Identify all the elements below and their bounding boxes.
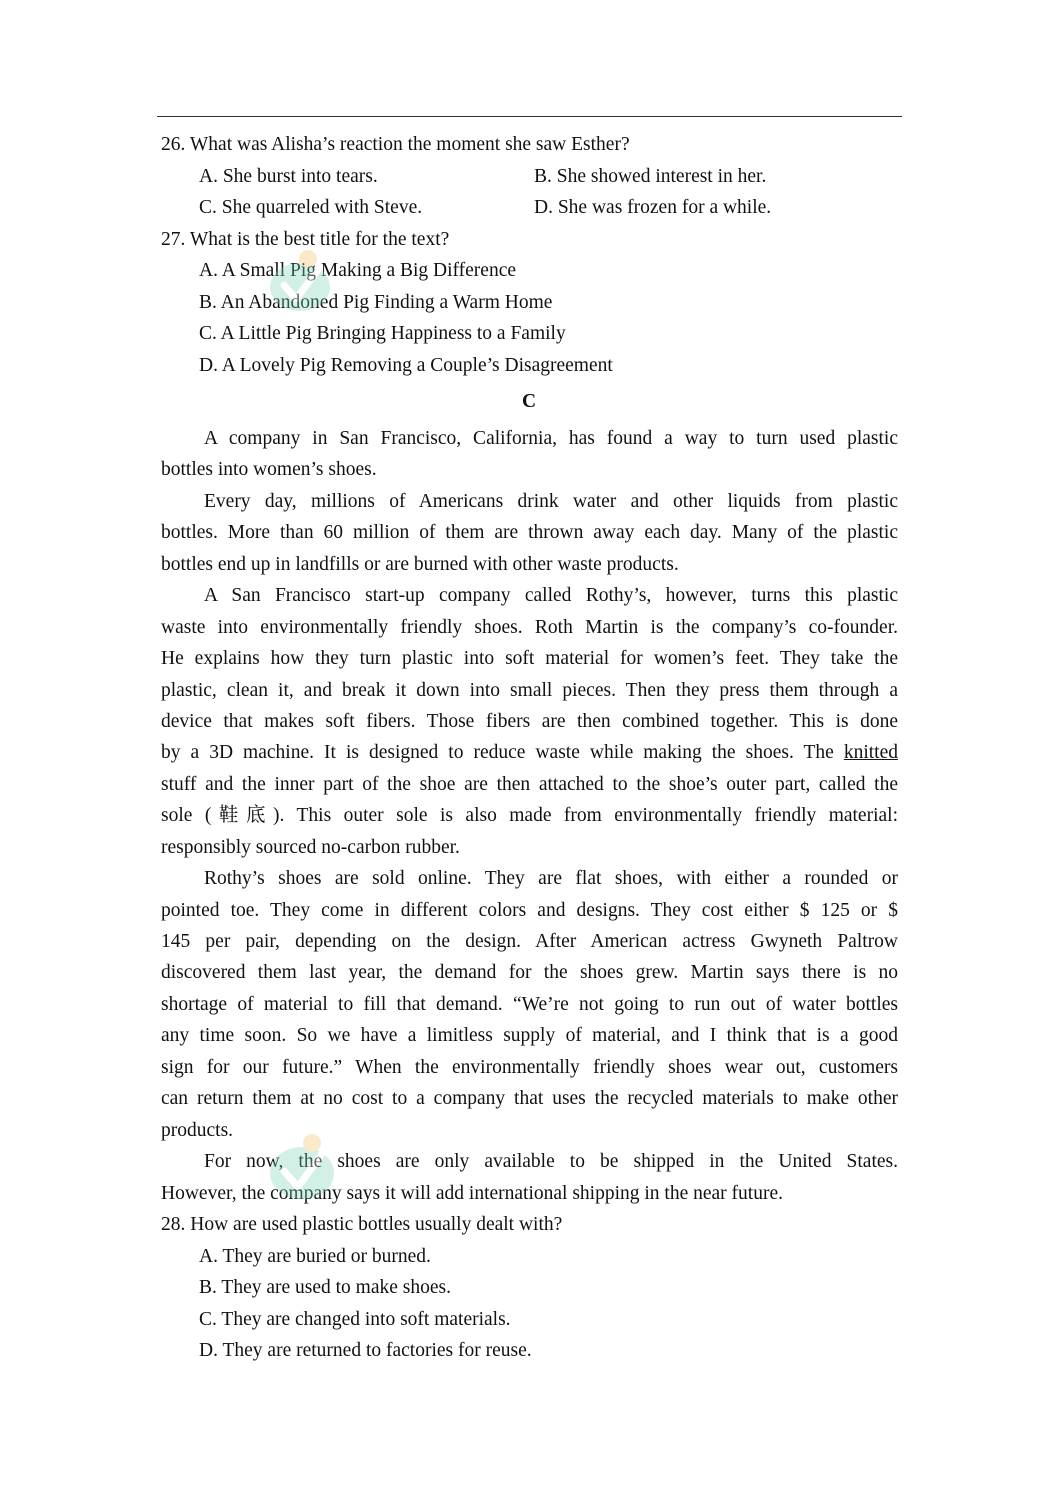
passage-line: device that makes soft fibers. Those fibers are then combined together. This is done bbox=[161, 711, 898, 732]
passage-line: bottles into women’s shoes. bbox=[161, 459, 377, 480]
passage-line: any time soon. So we have a limitless supply of material, and I think that is a good bbox=[161, 1025, 898, 1046]
q27-option-b: B. An Abandoned Pig Finding a Warm Home bbox=[199, 292, 553, 313]
header-rule bbox=[157, 116, 902, 117]
q26-option-a: A. She burst into tears. bbox=[199, 166, 378, 187]
question-28-stem: 28. How are used plastic bottles usually dealt with? bbox=[161, 1214, 563, 1235]
q27-option-a: A. A Small Pig Making a Big Difference bbox=[199, 260, 517, 281]
passage-line: Rothy’s shoes are sold online. They are flat shoes, with either a rounded or bbox=[204, 868, 898, 889]
passage-line: plastic, clean it, and break it down into small pieces. Then they press them through a bbox=[161, 680, 898, 701]
passage-line: sole (鞋底). This outer sole is also made from environmentally friendly material: bbox=[161, 805, 898, 826]
passage-line: sign for our future.” When the environmentally friendly shoes wear out, customers bbox=[161, 1057, 898, 1078]
passage-line: shortage of material to fill that demand. “We’re not going to run out of water bottles bbox=[161, 994, 898, 1015]
passage-line: stuff and the inner part of the shoe are then attached to the shoe’s outer part, called the bbox=[161, 774, 898, 795]
passage-line: pointed toe. They come in different colors and designs. They cost either $ 125 or $ bbox=[161, 900, 898, 921]
passage-line: waste into environmentally friendly shoes. Roth Martin is the company’s co-founder. bbox=[161, 617, 898, 638]
q26-option-d: D. She was frozen for a while. bbox=[534, 197, 772, 218]
passage-line: He explains how they turn plastic into soft material for women’s feet. They take the bbox=[161, 648, 898, 669]
passage-line: 145 per pair, depending on the design. After American actress Gwyneth Paltrow bbox=[161, 931, 898, 952]
checkmark-cloud-icon bbox=[270, 1134, 334, 1199]
q27-option-c: C. A Little Pig Bringing Happiness to a Family bbox=[199, 323, 566, 344]
passage-line: can return them at no cost to a company that uses the recycled materials to make other bbox=[161, 1088, 898, 1109]
passage-line: A company in San Francisco, California, has found a way to turn used plastic bbox=[204, 428, 898, 449]
passage-line: A San Francisco start-up company called Rothy’s, however, turns this plastic bbox=[204, 585, 898, 606]
watermark-logo bbox=[262, 235, 422, 325]
q28-option-d: D. They are returned to factories for reuse. bbox=[199, 1340, 532, 1361]
q28-option-c: C. They are changed into soft materials. bbox=[199, 1309, 511, 1330]
passage-line: responsibly sourced no-carbon rubber. bbox=[161, 837, 460, 858]
section-heading: C bbox=[521, 391, 537, 412]
q28-option-a: A. They are buried or burned. bbox=[199, 1246, 431, 1267]
passage-line: However, the company says it will add international shipping in the near future. bbox=[161, 1183, 783, 1204]
passage-line: products. bbox=[161, 1120, 234, 1141]
passage-line: bottles. More than 60 million of them are thrown away each day. Many of the plastic bbox=[161, 522, 898, 543]
passage-line: bottles end up in landfills or are burned with other waste products. bbox=[161, 554, 679, 575]
q26-option-b: B. She showed interest in her. bbox=[534, 166, 767, 187]
underlined-word: knitted bbox=[843, 742, 898, 763]
watermark-logo bbox=[262, 1115, 432, 1210]
passage-line-text: by a 3D machine. It is designed to reduce waste while making the shoes. The bbox=[161, 742, 844, 763]
passage-line: discovered them last year, the demand for the shoes grew. Martin says there is no bbox=[161, 962, 898, 983]
q26-option-c: C. She quarreled with Steve. bbox=[199, 197, 423, 218]
passage-line: For now, the shoes are only available to be shipped in the United States. bbox=[204, 1151, 898, 1172]
q27-option-d: D. A Lovely Pig Removing a Couple’s Disagreement bbox=[199, 355, 613, 376]
question-26-stem: 26. What was Alisha’s reaction the moment she saw Esther? bbox=[161, 134, 630, 155]
checkmark-cloud-icon bbox=[270, 250, 330, 311]
passage-line bbox=[161, 742, 898, 764]
passage-line: Every day, millions of Americans drink water and other liquids from plastic bbox=[204, 491, 898, 512]
question-27-stem: 27. What is the best title for the text? bbox=[161, 229, 450, 250]
q28-option-b: B. They are used to make shoes. bbox=[199, 1277, 451, 1298]
